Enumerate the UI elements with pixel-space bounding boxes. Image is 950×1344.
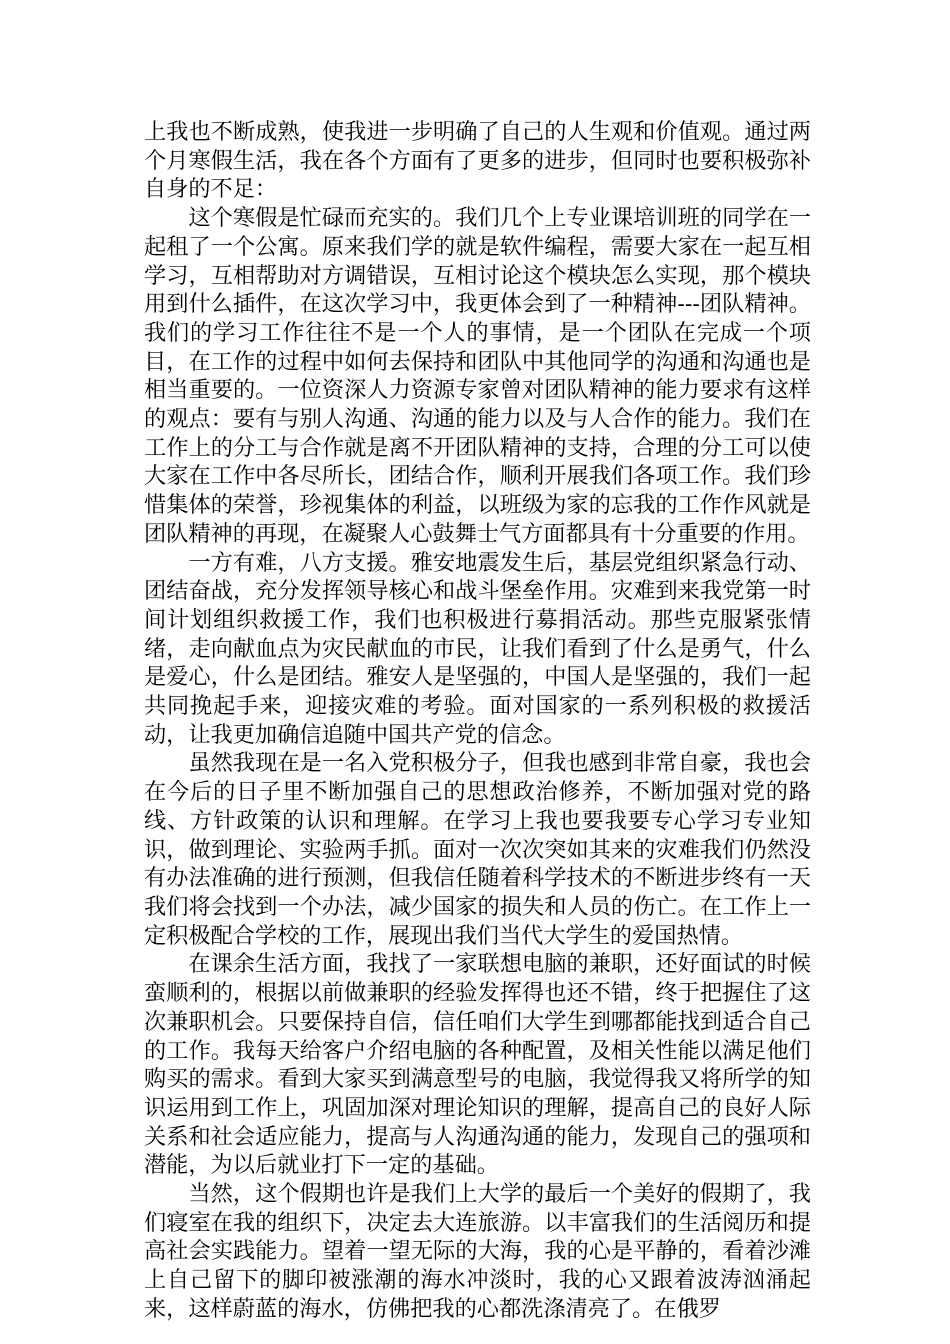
paragraph-5: 在课余生活方面，我找了一家联想电脑的兼职，还好面试的时候蛮顺利的，根据以前做兼职的经验发挥得也还不错，终于把握住了这次兼职机会。只要保持自信，信任咱们大学生到哪都能找到适合自己的工作。我每天给客户介绍电脑的各种配置，及相关性能以满足他们购买的需求。看到大家买到满意型号的电脑，我觉得我又将所学的知识运用到工作上，巩固加深对理论知识的理解，提高自己的良好人际关系和社会适应能力，提高与人沟通沟通的能力，发现自己的强项和潜能，为以后就业打下一定的基础。 xyxy=(144,951,811,1179)
paragraph-3: 一方有难，八方支援。雅安地震发生后，基层党组织紧急行动、团结奋战，充分发挥领导核心和战斗堡垒作用。灾难到来我党第一时间计划组织救援工作，我们也积极进行募捐活动。那些克服紧张情绪，走向献血点为灾民献血的市民，让我们看到了什么是勇气，什么是爱心，什么是团结。雅安人是坚强的，中国人是坚强的，我们一起共同挽起手来，迎接灾难的考验。面对国家的一系列积极的救援活动，让我更加确信追随中国共产党的信念。 xyxy=(144,549,811,748)
paragraph-1: 上我也不断成熟，使我进一步明确了自己的人生观和价值观。通过两个月寒假生活，我在各个方面有了更多的进步，但同时也要积极弥补自身的不足： xyxy=(144,119,811,203)
document-body xyxy=(144,118,811,1324)
paragraph-4: 虽然我现在是一名入党积极分子，但我也感到非常自豪，我也会在今后的日子里不断加强自己的思想政治修养，不断加强对党的路线、方针政策的认识和理解。在学习上我也要我要专心学习专业知识，做到理论、实验两手抓。面对一次次突如其来的灾难我们仍然没有办法准确的进行预测，但我信任随着科学技术的不断进步终有一天我们将会找到一个办法，减少国家的损失和人员的伤亡。在工作上一定积极配合学校的工作，展现出我们当代大学生的爱国热情。 xyxy=(144,750,811,949)
paragraph-2: 这个寒假是忙碌而充实的。我们几个上专业课培训班的同学在一起租了一个公寓。原来我们学的就是软件编程，需要大家在一起互相学习，互相帮助对方调错误，互相讨论这个模块怎么实现，那个模块用到什么插件，在这次学习中，我更体会到了一种精神---团队精神。我们的学习工作往往不是一个人的事情，是一个团队在完成一个项目，在工作的过程中如何去保持和团队中其他同学的沟通和沟通也是相当重要的。一位资深人力资源专家曾对团队精神的能力要求有这样的观点：要有与别人沟通、沟通的能力以及与人合作的能力。我们在工作上的分工与合作就是离不开团队精神的支持，合理的分工可以使大家在工作中各尽所长，团结合作，顺利开展我们各项工作。我们珍惜集体的荣誉，珍视集体的利益，以班级为家的忘我的工作作风就是团队精神的再现，在凝聚人心鼓舞士气方面都具有十分重要的作用。 xyxy=(144,205,811,547)
paragraph-6: 当然，这个假期也许是我们上大学的最后一个美好的假期了，我们寝室在我的组织下，决定去大连旅游。以丰富我们的生活阅历和提高社会实践能力。望着一望无际的大海，我的心是平静的，看着沙滩上自己留下的脚印被涨潮的海水冲淡时，我的心又跟着波涛汹涌起来，这样蔚蓝的海水，仿佛把我的心都洗涤清亮了。在俄罗 xyxy=(144,1181,811,1322)
